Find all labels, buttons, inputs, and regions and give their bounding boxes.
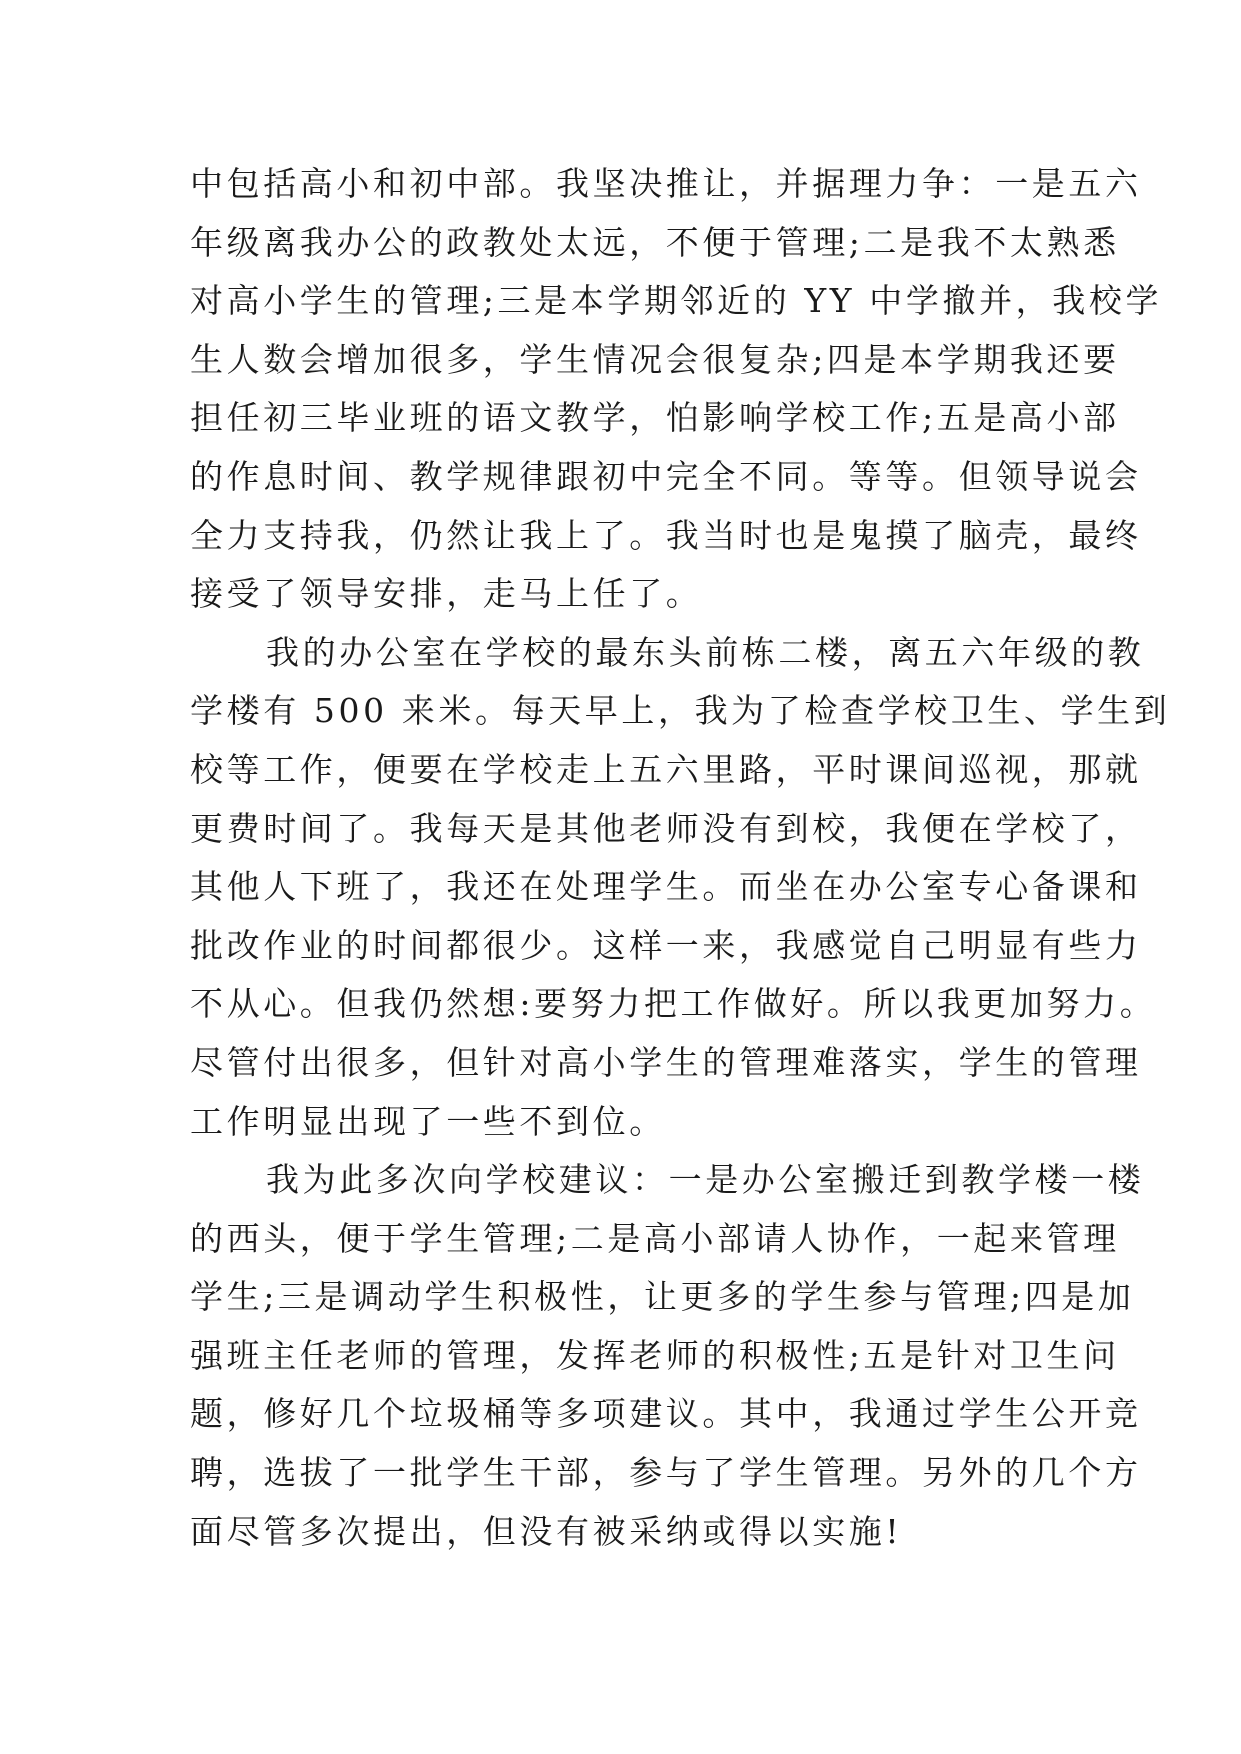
document-body [190,155,1171,1561]
paragraph-line: 年级离我办公的政教处太远，不便于管理;二是我不太熟悉 [190,222,1120,262]
paragraph-line: 聘，选拔了一批学生干部，参与了学生管理。另外的几个方 [190,1453,1142,1493]
paragraph-2 [190,624,1171,1151]
paragraph-line: 生人数会增加很多，学生情况会很复杂;四是本学期我还要 [190,339,1120,379]
paragraph-line: 工作明显出现了一些不到位。 [190,1101,666,1141]
paragraph-line: 学楼有 500 来米。每天早上，我为了检查学校卫生、学生到 [190,691,1171,731]
paragraph-line: 尽管付出很多，但针对高小学生的管理难落实，学生的管理 [190,1042,1142,1082]
paragraph-1 [190,155,1163,624]
paragraph-3 [190,1151,1145,1561]
paragraph-line: 接受了领导安排，走马上任了。 [190,574,703,614]
paragraph-line: 不从心。但我仍然想:要努力把工作做好。所以我更加努力。 [190,984,1157,1024]
paragraph-line: 更费时间了。我每天是其他老师没有到校，我便在学校了， [190,808,1142,848]
paragraph-line: 的西头，便于学生管理;二是高小部请人协作，一起来管理 [190,1218,1120,1258]
paragraph-line: 担任初三毕业班的语文教学，怕影响学校工作;五是高小部 [190,398,1120,438]
paragraph-first-line: 我为此多次向学校建议：一是办公室搬迁到教学楼一楼 [266,1160,1145,1200]
paragraph-line: 的作息时间、教学规律跟初中完全不同。等等。但领导说会 [190,456,1142,496]
paragraph-line: 题，修好几个垃圾桶等多项建议。其中，我通过学生公开竞 [190,1394,1142,1434]
paragraph-line: 全力支持我，仍然让我上了。我当时也是鬼摸了脑壳，最终 [190,515,1142,555]
paragraph-line: 对高小学生的管理;三是本学期邻近的 YY 中学撤并，我校学 [190,281,1163,321]
paragraph-line: 其他人下班了，我还在处理学生。而坐在办公室专心备课和 [190,867,1142,907]
paragraph-line: 学生;三是调动学生积极性，让更多的学生参与管理;四是加 [190,1277,1135,1317]
paragraph-line: 批改作业的时间都很少。这样一来，我感觉自己明显有些力 [190,925,1142,965]
paragraph-first-line: 我的办公室在学校的最东头前栋二楼，离五六年级的教 [266,632,1145,672]
paragraph-line: 面尽管多次提出，但没有被采纳或得以实施! [190,1511,903,1551]
paragraph-line: 强班主任老师的管理，发挥老师的积极性;五是针对卫生问 [190,1335,1120,1375]
paragraph-line: 中包括高小和初中部。我坚决推让，并据理力争：一是五六 [190,164,1142,203]
paragraph-line: 校等工作，便要在学校走上五六里路，平时课间巡视，那就 [190,749,1142,789]
